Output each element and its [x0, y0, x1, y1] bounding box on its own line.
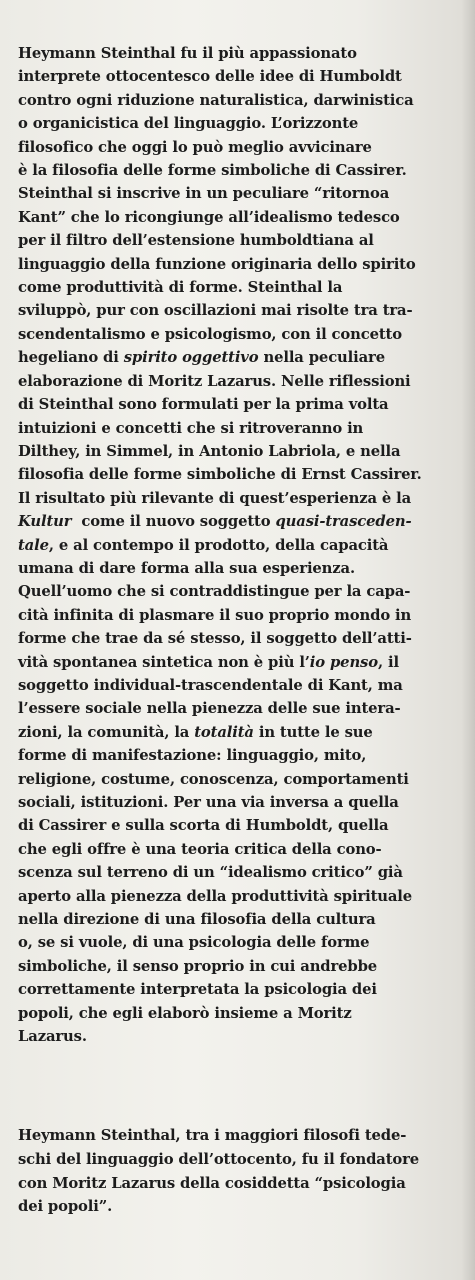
text-line: o, se si vuole, di una psicologia delle forme	[18, 934, 370, 952]
text-segment: zioni, la comunità, la	[18, 723, 195, 741]
text-line: elaborazione di Moritz Lazarus. Nelle riflessioni	[18, 372, 411, 390]
text-line	[18, 721, 463, 744]
italic-term-io-penso: io penso	[309, 653, 378, 671]
text-line: umana di dare forma alla sua esperienza.	[18, 559, 355, 577]
text-line: simboliche, il senso proprio in cui andrebbe	[18, 957, 378, 975]
text-line: correttamente interpretata la psicologia dei	[18, 981, 377, 999]
text-line: Kant” che lo ricongiunge all’idealismo tedesco	[18, 208, 400, 226]
text-line: per il filtro dell’estensione humboldtiana al	[18, 232, 374, 250]
italic-term-totalita: totalità	[194, 723, 254, 741]
text-line: schi del linguaggio dell’ottocento, fu il fondatore	[18, 1150, 420, 1168]
text-line: soggetto individual-trascendentale di Kant, ma	[18, 676, 403, 694]
text-line: Dilthey, in Simmel, in Antonio Labriola, e nella	[18, 442, 401, 460]
page-edge-shadow	[461, 0, 475, 1280]
italic-term-spirito-oggettivo: spirito oggettivo	[123, 349, 259, 367]
text-line: sociali, istituzioni. Per una via inversa a quella	[18, 794, 399, 811]
text-line: intuizioni e concetti che si ritroveranno in	[18, 419, 364, 437]
text-line: filosofia delle forme simboliche di Ernst Cassirer.	[18, 466, 422, 484]
text-line: contro ogni riduzione naturalistica, darwinistica	[18, 91, 414, 109]
text-line: di Steinthal sono formulati per la prima volta	[18, 396, 389, 414]
text-line: Heymann Steinthal fu il più appassionato	[18, 45, 357, 62]
text-line	[18, 346, 463, 369]
text-line: dei popoli”.	[18, 1198, 113, 1216]
author-note	[18, 1124, 463, 1219]
text-line: Heymann Steinthal, tra i maggiori filosofi tede-	[18, 1127, 407, 1144]
text-segment: , il	[377, 653, 399, 671]
text-line	[18, 510, 463, 533]
text-segment: nella peculiare	[258, 349, 385, 367]
text-line: Lazarus.	[18, 1028, 87, 1046]
text-line	[18, 651, 463, 674]
text-line: Quell’uomo che si contraddistingue per la capa-	[18, 583, 411, 601]
text-line: popoli, che egli elaborò insieme a Moritz	[18, 1004, 352, 1022]
text-line: con Moritz Lazarus della cosiddetta “psicologia	[18, 1174, 406, 1192]
text-segment: in tutte le sue	[253, 723, 373, 741]
text-line: Il risultato più rilevante di quest’esperienza è la	[18, 489, 412, 507]
text-line: interprete ottocentesco delle idee di Humboldt	[18, 68, 402, 86]
text-line: filosofico che oggi lo può meglio avvicinare	[18, 138, 372, 156]
text-line: religione, costume, conoscenza, comportamenti	[18, 770, 409, 788]
italic-term-quasi-trascendentale: quasi-trasceden-	[275, 513, 412, 531]
text-segment: , e al contempo il prodotto, della capacità	[48, 536, 389, 554]
text-line: linguaggio della funzione originaria dello spirito	[18, 255, 416, 273]
text-line: Steinthal si inscrive in un peculiare “ritornoa	[18, 185, 390, 203]
text-line: forme che trae da sé stesso, il soggetto dell’atti-	[18, 630, 412, 648]
italic-term-quasi-trascendentale-end: tale	[18, 536, 49, 554]
italic-term-kultur: Kultur	[18, 513, 72, 531]
text-line: di Cassirer e sulla scorta di Humboldt, quella	[18, 817, 389, 835]
text-line	[18, 534, 463, 557]
description-paragraph	[18, 42, 463, 1048]
text-line: è la filosofia delle forme simboliche di Cassirer.	[18, 162, 407, 180]
text-line: l’essere sociale nella pienezza delle sue intera-	[18, 700, 401, 718]
text-segment: vità spontanea sintetica non è più l’	[18, 653, 310, 671]
text-line: aperto alla pienezza della produttività spirituale	[18, 887, 413, 905]
text-line: forme di manifestazione: linguaggio, mito,	[18, 747, 367, 765]
text-line: sviluppò, pur con oscillazioni mai risolte tra tra-	[18, 302, 413, 320]
text-segment: come il nuovo soggetto	[71, 513, 276, 531]
text-line: o organicistica del linguaggio. L’orizzonte	[18, 115, 359, 133]
text-line: nella direzione di una filosofia della cultura	[18, 911, 376, 929]
text-line: scendentalismo e psicologismo, con il concetto	[18, 325, 402, 343]
text-line: cità infinita di plasmare il suo proprio mondo in	[18, 606, 412, 624]
text-line: come produttività di forme. Steinthal la	[18, 279, 343, 297]
text-line: scenza sul terreno di un “idealismo critico” già	[18, 864, 403, 882]
text-line: che egli offre è una teoria critica della cono-	[18, 840, 382, 858]
text-segment: hegeliano di	[18, 349, 124, 367]
